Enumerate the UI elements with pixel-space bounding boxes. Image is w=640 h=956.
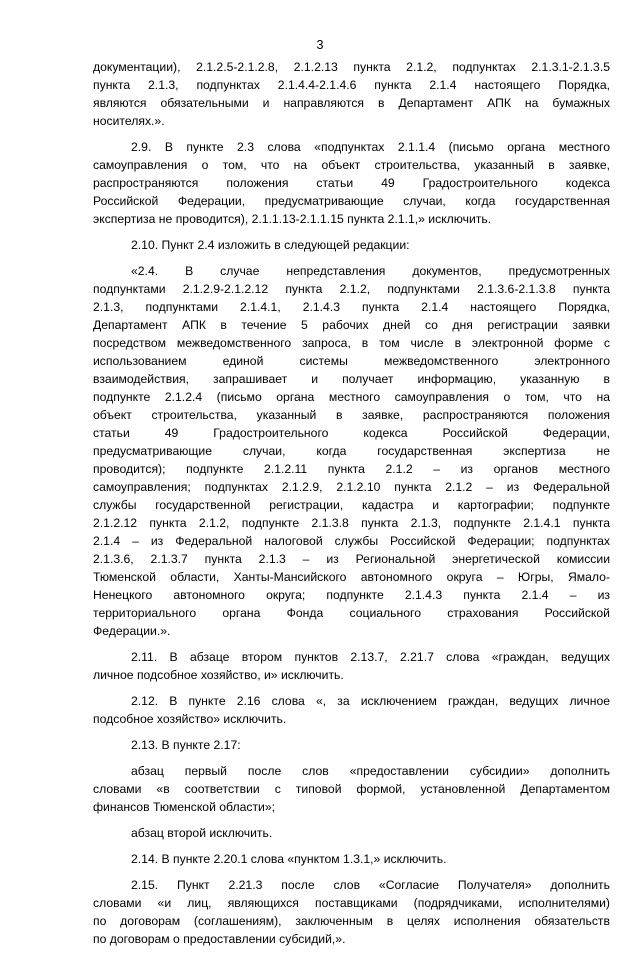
text-line: территориального органа Фонда социального страхования Российской xyxy=(93,606,610,620)
document-body xyxy=(93,58,610,956)
paragraph-p1 xyxy=(93,138,610,228)
paragraph-p4 xyxy=(93,648,610,684)
text-line: подпункте 2.1.2.4 (письмо органа местного самоуправления о том, что на xyxy=(93,390,610,404)
text-line: словами «в соответствии с типовой формой, установленной Департаментом xyxy=(93,782,610,796)
text-line: самоуправления; подпунктах 2.1.2.9, 2.1.2.10 пункта 2.1.2 – из Федеральной xyxy=(93,480,610,494)
text-line: 2.1.3.6, 2.1.3.7 пункта 2.1.3 – из Региональной энергетической комиссии xyxy=(93,552,610,566)
text-line: пункта 2.1.3, подпунктах 2.1.4.4-2.1.4.6 пункта 2.1.4 настоящего Порядка, xyxy=(93,78,610,92)
text-line: подсобное хозяйство» исключить. xyxy=(93,712,287,726)
paragraph-p0 xyxy=(93,58,610,130)
text-line: 2.9. В пункте 2.3 слова «подпунктах 2.1.1.4 (письмо органа местного xyxy=(131,140,610,154)
text-line: Тюменской области, Ханты-Мансийского автономного округа – Югры, Ямало- xyxy=(93,570,610,584)
text-line: Ненецкого автономного округа; подпункте 2.1.4.3 пункта 2.1.4 – из xyxy=(93,588,610,602)
text-line: 2.15. Пункт 2.21.3 после слов «Согласие Получателя» дополнить xyxy=(131,878,610,892)
text-line: проводится); подпункте 2.1.2.11 пункта 2.1.2 – из органов местного xyxy=(93,462,610,476)
text-line: взаимодействия, запрашивает и получает информацию, указанную в xyxy=(93,372,610,386)
text-line: по договорам о предоставлении субсидий,». xyxy=(93,932,346,946)
text-line: службы государственной регистрации, кадастра и картографии; подпункте xyxy=(93,498,610,512)
text-line: использованием единой системы межведомственного электронного xyxy=(93,354,610,368)
page-number: 3 xyxy=(316,38,324,52)
text-line: 2.10. Пункт 2.4 изложить в следующей редакции: xyxy=(131,238,410,252)
text-line: подпунктами 2.1.2.9-2.1.2.12 пункта 2.1.2, подпунктами 2.1.3.6-2.1.3.8 пункта xyxy=(93,282,610,296)
text-line: посредством межведомственного запроса, в том числе в электронной форме с xyxy=(93,336,610,350)
text-line: 2.1.3, подпунктами 2.1.4.1, 2.1.4.3 пункта 2.1.4 настоящего Порядка, xyxy=(93,300,610,314)
text-line: абзац первый после слов «предоставлении субсидии» дополнить xyxy=(131,764,610,778)
text-line: 2.1.4 – из Федеральной налоговой службы Российской Федерации; подпунктах xyxy=(93,534,610,548)
paragraph-p2 xyxy=(93,236,610,254)
text-line: статьи 49 Градостроительного кодекса Российской Федерации, xyxy=(93,426,610,440)
paragraph-p5 xyxy=(93,692,610,728)
text-line: «2.4. В случае непредставления документов, предусмотренных xyxy=(131,264,610,278)
text-line: Федерации.». xyxy=(93,624,171,638)
text-line: документации), 2.1.2.5-2.1.2.8, 2.1.2.13 пункта 2.1.2, подпунктах 2.1.3.1-2.1.3.5 xyxy=(93,60,610,74)
text-line: 2.13. В пункте 2.17: xyxy=(131,738,241,752)
text-line: абзац второй исключить. xyxy=(131,826,273,840)
text-line: объект строительства, указанный в заявке, распространяются положения xyxy=(93,408,610,422)
text-line: самоуправления о том, что на объект строительства, указанный в заявке, xyxy=(93,158,610,172)
text-line: предусматривающие случаи, когда государственная экспертиза не xyxy=(93,444,610,458)
text-line: Департамент АПК в течение 5 рабочих дней со дня регистрации заявки xyxy=(93,318,610,332)
paragraph-p9 xyxy=(93,850,610,868)
paragraph-p8 xyxy=(93,824,610,842)
text-line: 2.12. В пункте 2.16 слова «, за исключением граждан, ведущих личное xyxy=(131,694,610,708)
text-line: носителях.». xyxy=(93,114,165,128)
text-line: словами «и лиц, являющихся поставщиками (подрядчиками, исполнителями) xyxy=(93,896,610,910)
text-line: 2.14. В пункте 2.20.1 слова «пунктом 1.3.1,» исключить. xyxy=(131,852,447,866)
text-line: Российской Федерации, предусматривающие случаи, когда государственная xyxy=(93,194,610,208)
text-line: по договорам (соглашениям), заключенным в целях исполнения обязательств xyxy=(93,914,610,928)
text-line: личное подсобное хозяйство, и» исключить. xyxy=(93,668,344,682)
paragraph-p6 xyxy=(93,736,610,754)
paragraph-p10 xyxy=(93,876,610,948)
text-line: финансов Тюменской области»; xyxy=(93,800,276,814)
text-line: 2.11. В абзаце втором пунктов 2.13.7, 2.21.7 слова «граждан, ведущих xyxy=(131,650,610,664)
text-line: распространяются положения статьи 49 Градостроительного кодекса xyxy=(93,176,610,190)
paragraph-p7 xyxy=(93,762,610,816)
text-line: 2.1.2.12 пункта 2.1.2, подпункте 2.1.3.8 пункта 2.1.3, подпункте 2.1.4.1 пункта xyxy=(93,516,610,530)
text-line: являются обязательными и направляются в Департамент АПК на бумажных xyxy=(93,96,610,110)
text-line: экспертиза не проводится), 2.1.1.13-2.1.1.15 пункта 2.1.1,» исключить. xyxy=(93,212,492,226)
paragraph-p3 xyxy=(93,262,610,640)
